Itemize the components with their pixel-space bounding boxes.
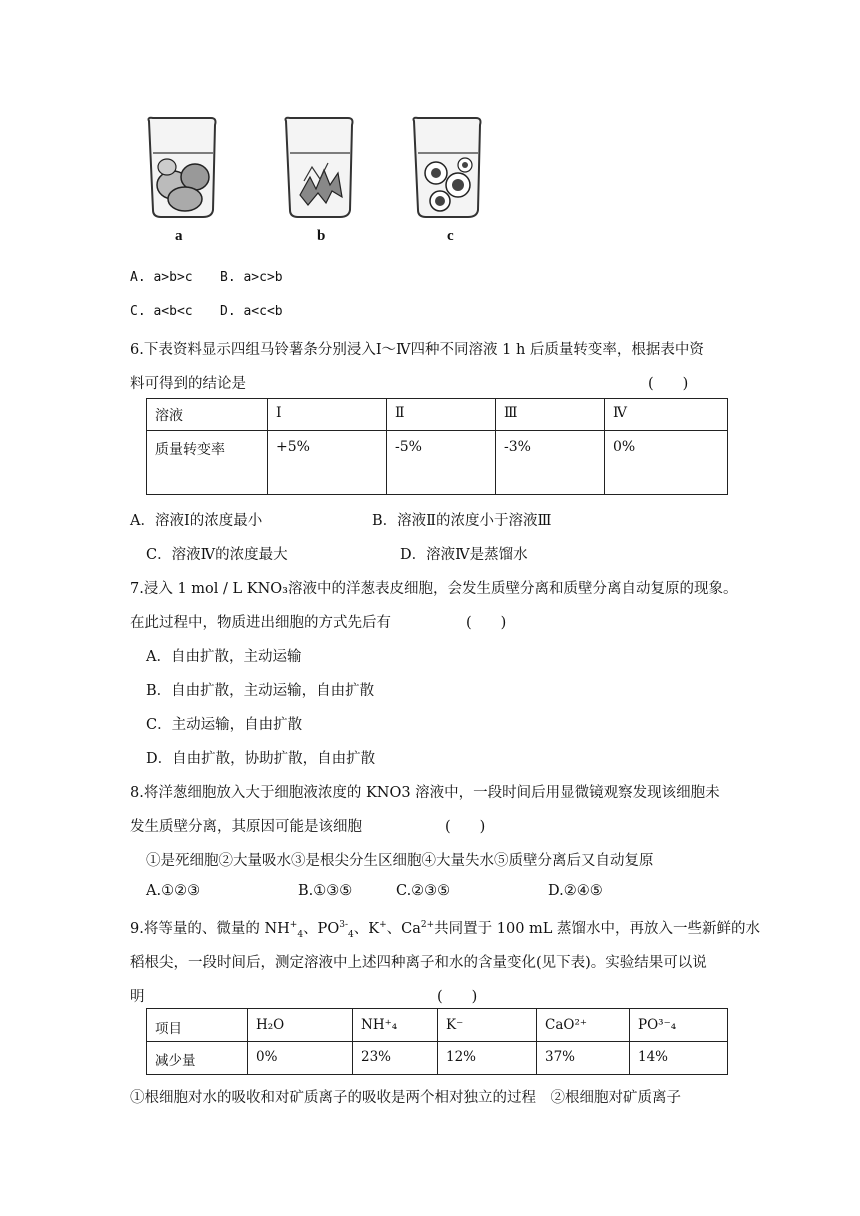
table-cell: 12% <box>438 1042 537 1075</box>
table-cell: 0% <box>605 431 728 495</box>
q6-option-c: C．溶液Ⅳ的浓度最大 <box>146 547 288 563</box>
beaker-b-label: b <box>317 228 326 244</box>
table-cell: -3% <box>496 431 605 495</box>
q6-option-a: A．溶液Ⅰ的浓度最小 <box>130 513 263 529</box>
beaker-a-image <box>145 115 220 220</box>
table-row <box>147 1042 728 1075</box>
table-row <box>147 1009 728 1042</box>
table-cell: 23% <box>353 1042 438 1075</box>
table-cell: K⁻ <box>438 1009 537 1042</box>
q9-text: 、K <box>353 921 380 937</box>
table-cell: 溶液 <box>147 399 268 431</box>
q5-option-b: B. a>c>b <box>220 270 283 285</box>
q7-answer-paren: ( ) <box>466 615 507 631</box>
table-row <box>147 399 728 431</box>
q5-option-a: A. a>b>c <box>130 270 193 285</box>
q6-stem-line2: 料可得到的结论是 <box>130 376 246 392</box>
table-cell: +5% <box>268 431 387 495</box>
q9-text: 、Ca <box>386 921 421 937</box>
q6-option-b: B．溶液Ⅱ的浓度小于溶液Ⅲ <box>372 513 552 529</box>
q9-stem-line1 <box>130 917 760 940</box>
table-cell: NH⁺₄ <box>353 1009 438 1042</box>
q6-table <box>146 398 728 495</box>
table-cell: Ⅳ <box>605 399 728 431</box>
table-cell: 14% <box>630 1042 728 1075</box>
q9-sub: 4 <box>297 929 304 940</box>
q6-option-d: D．溶液Ⅳ是蒸馏水 <box>400 547 528 563</box>
q8-statements: ①是死细胞②大量吸水③是根尖分生区细胞④大量失水⑤质壁分离后又自动复原 <box>146 853 654 869</box>
q7-option-c: C．主动运输，自由扩散 <box>146 717 303 733</box>
q7-option-a: A．自由扩散，主动运输 <box>146 649 302 665</box>
q8-option-b: B.①③⑤ <box>298 883 353 899</box>
table-cell: -5% <box>387 431 496 495</box>
q8-option-c: C.②③⑤ <box>396 883 451 899</box>
q7-stem-line1: 7.浸入 1 mol / L KNO₃溶液中的洋葱表皮细胞，会发生质壁分离和质壁分离自动复原的现象。 <box>130 581 738 597</box>
table-cell: 0% <box>248 1042 353 1075</box>
table-cell: 项目 <box>147 1009 248 1042</box>
beaker-c-label: c <box>447 228 454 244</box>
q9-table <box>146 1008 728 1075</box>
table-cell: PO³⁻₄ <box>630 1009 728 1042</box>
q6-answer-paren: ( ) <box>648 376 689 392</box>
q9-sup: + <box>379 920 387 931</box>
q9-stem-line3: 明 <box>130 989 145 1005</box>
q8-stem-line1: 8.将洋葱细胞放入大于细胞液浓度的 KNO3 溶液中，一段时间后用显微镜观察发现该细胞未 <box>130 785 720 801</box>
table-cell: H₂O <box>248 1009 353 1042</box>
q7-stem-line2: 在此过程中，物质进出细胞的方式先后有 <box>130 615 391 631</box>
q5-option-c: C. a<b<c <box>130 304 193 319</box>
table-cell: CaO²⁺ <box>537 1009 630 1042</box>
q9-text: 9.将等量的、微量的 NH <box>130 921 290 937</box>
q9-sup: 2+ <box>420 920 435 931</box>
table-cell: Ⅰ <box>268 399 387 431</box>
q9-answer-paren: ( ) <box>437 989 478 1005</box>
q6-stem-line1: 6.下表资料显示四组马铃薯条分别浸入Ⅰ～Ⅳ四种不同溶液 1 h 后质量转变率，根据表中资 <box>130 342 704 358</box>
q9-sup: + <box>289 920 298 931</box>
q9-sub: 4 <box>348 929 354 940</box>
q8-option-d: D.②④⑤ <box>548 883 603 899</box>
q9-sup: 3- <box>339 920 348 931</box>
q8-answer-paren: ( ) <box>445 819 486 835</box>
table-cell: 质量转变率 <box>147 431 268 495</box>
q7-option-d: D．自由扩散，协助扩散，自由扩散 <box>146 751 376 767</box>
beaker-b-image <box>282 115 357 220</box>
q9-text: 共同置于 100 mL 蒸馏水中，再放入一些新鲜的水 <box>434 921 761 937</box>
table-cell: Ⅱ <box>387 399 496 431</box>
table-cell: 减少量 <box>147 1042 248 1075</box>
q8-option-a: A.①②③ <box>146 883 201 899</box>
q7-option-b: B．自由扩散，主动运输，自由扩散 <box>146 683 375 699</box>
q9-stem-line4: ①根细胞对水的吸收和对矿质离子的吸收是两个相对独立的过程 ②根细胞对矿质离子 <box>130 1090 681 1106</box>
table-cell: Ⅲ <box>496 399 605 431</box>
beaker-c-image <box>410 115 485 220</box>
q9-stem-line2: 稻根尖，一段时间后，测定溶液中上述四种离子和水的含量变化(见下表)。实验结果可以说 <box>130 955 707 971</box>
q8-stem-line2: 发生质壁分离，其原因可能是该细胞 <box>130 819 362 835</box>
beaker-a-label: a <box>175 228 183 244</box>
q5-option-d: D. a<c<b <box>220 304 283 319</box>
table-row <box>147 431 728 495</box>
table-cell: 37% <box>537 1042 630 1075</box>
q9-text: 、PO <box>303 921 340 937</box>
